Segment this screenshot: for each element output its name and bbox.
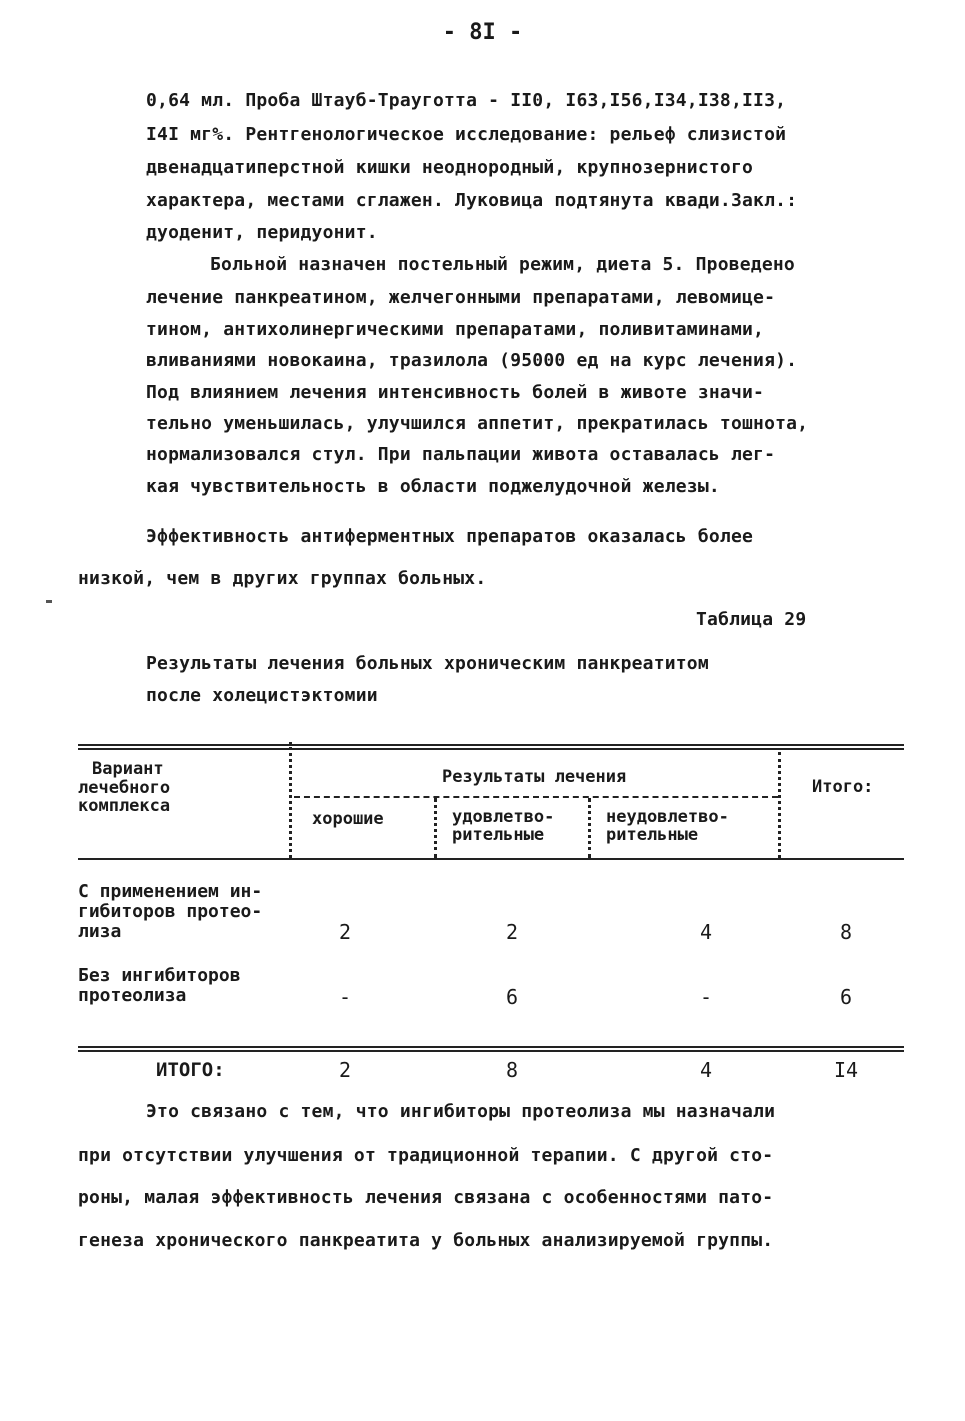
text-line: при отсутствии улучшения от традиционной терапии. С другой сто- — [78, 1145, 774, 1166]
table-title-line: Результаты лечения больных хроническим панкреатитом — [146, 653, 709, 674]
text-line: вливаниями новокаина, тразилола (95000 ед на курс лечения). — [146, 350, 798, 371]
cell-satisfactory: 6 — [505, 985, 519, 1009]
header-unsatisfactory: неудовлетво- рительные — [606, 807, 729, 845]
text-line: тельно уменьшилась, улучшился аппетит, прекратилась тошнота, — [146, 413, 809, 434]
row-label: Без ингибиторов протеолиза — [78, 965, 241, 1006]
text-line: Эффективность антиферментных препаратов оказалась более — [146, 526, 754, 547]
text-line: дуоденит, перидуонит. — [146, 222, 378, 243]
header-satisfactory: удовлетво- рительные — [452, 807, 555, 845]
text-line: тином, антихолинергическими препаратами, поливитаминами, — [146, 319, 765, 340]
table-bottom-rule — [78, 1046, 904, 1048]
total-satisfactory: 8 — [505, 1058, 519, 1082]
text-line: роны, малая эффективность лечения связана с особенностями пато- — [78, 1187, 774, 1208]
row-label: С применением ин- гибиторов протео- лиза — [78, 881, 263, 942]
cell-unsatisfactory: - — [699, 985, 713, 1009]
text-line: кая чувствительность в области поджелудочной железы. — [146, 476, 720, 497]
total-row-label: ИТОГО: — [156, 1059, 225, 1081]
text-line: I4I мг%. Рентгенологическое исследование: рельеф слизистой — [146, 124, 787, 145]
total-good: 2 — [338, 1058, 352, 1082]
table-top-rule-2 — [78, 748, 904, 750]
header-total: Итого: — [812, 777, 874, 797]
column-separator — [588, 798, 591, 858]
table-header-rule — [78, 858, 904, 860]
text-line: лечение панкреатином, желчегонными препаратами, левомице- — [146, 287, 776, 308]
column-separator — [434, 798, 437, 858]
cell-good: 2 — [338, 920, 352, 944]
text-line: двенадцатиперстной кишки неоднородный, крупнозернистого — [146, 157, 754, 178]
text-line: Больной назначен постельный режим, диета 5. Проведено — [210, 254, 795, 275]
cell-total: 8 — [839, 920, 853, 944]
text-line: Под влиянием лечения интенсивность болей в животе значи- — [146, 382, 765, 403]
header-good: хорошие — [312, 809, 384, 829]
table-top-rule — [78, 744, 904, 746]
text-line: нормализовался стул. При пальпации живота оставалась лег- — [146, 444, 776, 465]
total-unsatisfactory: 4 — [699, 1058, 713, 1082]
column-separator — [778, 752, 781, 858]
cell-satisfactory: 2 — [505, 920, 519, 944]
page-number: - 8I - — [442, 20, 523, 45]
text-line: характера, местами сглажен. Луковица подтянута квади.Закл.: — [146, 190, 798, 211]
table-label: Таблица 29 — [696, 609, 807, 630]
column-separator — [289, 742, 292, 858]
table-title-line: после холецистэктомии — [146, 685, 378, 706]
stray-mark — [46, 600, 52, 603]
text-line: Это связано с тем, что ингибиторы протеолиза мы назначали — [146, 1101, 776, 1122]
cell-total: 6 — [839, 985, 853, 1009]
table-bottom-rule-2 — [78, 1050, 904, 1052]
header-variant-2: лечебного комплекса — [78, 778, 171, 816]
total-total: I4 — [833, 1058, 859, 1082]
text-line: низкой, чем в других группах больных. — [78, 568, 487, 589]
header-variant: Вариант — [92, 759, 164, 779]
cell-unsatisfactory: 4 — [699, 920, 713, 944]
cell-good: - — [338, 985, 352, 1009]
text-line: 0,64 мл. Проба Штауб-Трауготта - II0, I63,I56,I34,I38,II3, — [146, 90, 787, 111]
header-subdivider — [294, 796, 778, 798]
text-line: генеза хронического панкреатита у больных анализируемой группы. — [78, 1230, 774, 1251]
header-results: Результаты лечения — [442, 767, 627, 787]
